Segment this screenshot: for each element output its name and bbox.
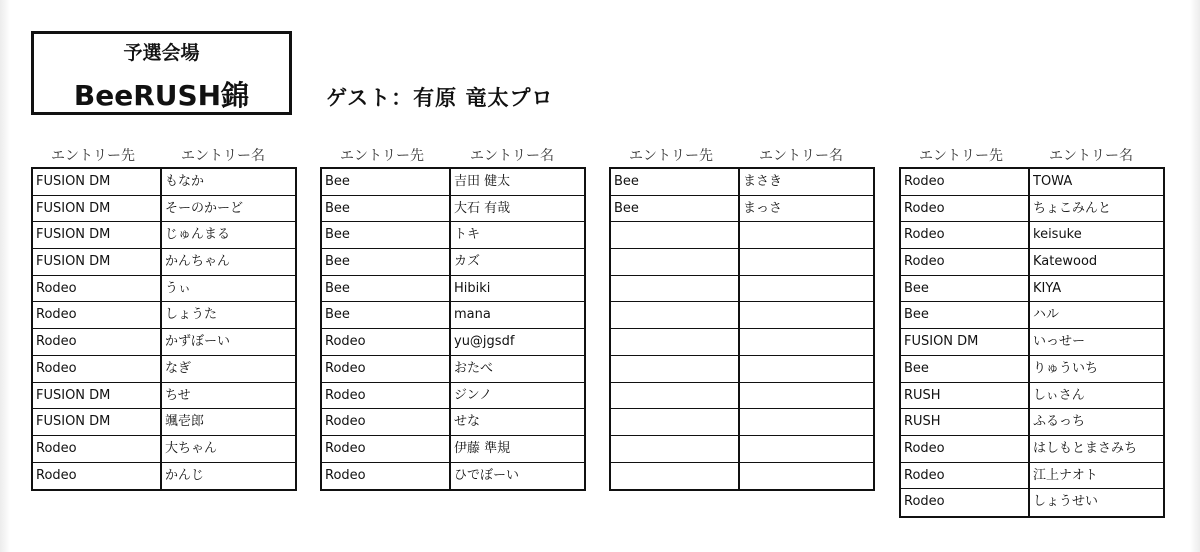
entry-from-cell: FUSION DM [36,200,111,216]
table-header [899,145,1165,165]
table-body [320,167,586,491]
column-divider [449,249,451,275]
table-row [322,169,584,196]
entry-name-cell [743,249,871,275]
table-row [611,249,873,276]
entry-from-cell: Bee [904,280,929,296]
entry-name-cell: かずぼーい [165,334,231,350]
entry-name-cell: 江上ナオト [1033,467,1098,483]
entry-from-cell [614,329,737,355]
entry-from-cell: Rodeo [325,440,366,456]
entry-name-cell: しぃさん [1033,387,1085,403]
table-row [901,436,1163,463]
entry-name-header: エントリー名 [181,148,265,164]
entry-from-cell: RUSH [904,414,941,430]
entry-from-cell: Rodeo [904,440,945,456]
entry-name-cell: カズ [454,254,481,270]
entry-name-cell [743,463,871,490]
table-header [609,145,875,165]
entry-from-cell: Bee [614,174,639,189]
venue-label: 予選会場 [123,42,200,64]
column-divider [449,276,451,302]
entry-name-cell: かんちゃん [165,254,231,270]
entry-from-cell: FUSION DM [904,334,979,350]
right-page-edge [1190,0,1200,552]
entry-from-cell: FUSION DM [36,387,111,403]
entry-name-cell: まっさ [743,200,783,216]
column-divider [160,276,162,302]
entry-from-cell: Rodeo [36,280,77,296]
column-divider [449,383,451,409]
table-row [322,409,584,436]
column-divider [449,222,451,248]
entry-name-cell: ちせ [165,387,191,403]
column-divider [160,356,162,382]
column-divider [1028,249,1030,275]
table-row [33,356,295,383]
table-row [322,249,584,276]
table-row [33,249,295,276]
entry-name-cell: うぃ [165,280,192,296]
entry-name-cell: そーのかーど [165,200,244,216]
table-row [611,329,873,356]
entry-name-cell: いっせー [1033,334,1086,350]
venue-box [31,31,292,115]
column-divider [449,436,451,462]
entry-name-cell [743,276,871,302]
table-row [901,276,1163,303]
entry-name-cell: Katewood [1033,254,1098,270]
entry-name-cell: mana [454,307,491,323]
table-row [33,383,295,410]
left-page-edge [0,0,10,552]
entry-from-cell: Rodeo [904,494,945,510]
column-divider [449,356,451,382]
table-row [901,302,1163,329]
entry-from-cell: Rodeo [325,387,366,403]
table-row [322,302,584,329]
entry-from-cell: Bee [325,280,350,296]
column-divider [738,276,740,302]
entry-name-cell: 大石 有哉 [454,200,511,216]
table-row [611,302,873,329]
entry-name-cell: 大ちゃん [165,440,218,456]
column-divider [160,302,162,328]
column-divider [1028,409,1030,435]
guest-label: ゲスト：有原 竜太プロ [326,86,554,110]
entry-name-cell: yu@jgsdf [454,334,515,350]
entry-from-cell: Bee [325,200,350,216]
column-divider [738,436,740,462]
entry-name-cell: ふるっち [1033,414,1086,430]
entry-name-cell: もなか [165,174,205,189]
entry-name-cell: TOWA [1033,174,1073,189]
column-divider [449,302,451,328]
table-header [320,145,586,165]
entry-name-cell: トキ [454,227,481,243]
entry-name-cell: せな [454,414,481,430]
column-divider [1028,436,1030,462]
entry-from-header: エントリー先 [629,148,713,164]
table-row [322,463,584,490]
entry-from-header: エントリー先 [51,148,135,164]
table-row [322,436,584,463]
entry-from-cell [614,302,737,328]
column-divider [738,463,740,490]
table-row [611,463,873,490]
entry-name-cell: じゅんまる [165,227,231,243]
entry-from-cell: Rodeo [36,440,77,456]
entry-from-cell: RUSH [904,387,941,403]
table-row [33,169,295,196]
table-row [901,409,1163,436]
table-row [33,409,295,436]
entry-from-cell: Rodeo [36,467,77,483]
entry-from-cell: FUSION DM [36,227,111,243]
column-divider [160,463,162,490]
entry-from-cell: FUSION DM [36,414,111,430]
entry-from-cell [614,409,737,435]
table-row [33,329,295,356]
entry-from-cell [614,356,737,382]
table-row [33,463,295,490]
entry-name-cell [743,356,871,382]
column-divider [738,302,740,328]
entry-from-cell: Rodeo [904,467,945,483]
column-divider [1028,169,1030,195]
entry-from-cell: FUSION DM [36,254,111,270]
column-divider [738,329,740,355]
column-divider [1028,302,1030,328]
column-divider [1028,276,1030,302]
entry-from-cell [614,276,737,302]
table-row [33,302,295,329]
column-divider [449,463,451,490]
entry-from-cell: Rodeo [904,227,945,243]
entry-from-cell: Rodeo [36,360,77,376]
entry-name-header: エントリー名 [470,148,554,164]
table-body [899,167,1165,518]
column-divider [738,222,740,248]
column-divider [1028,196,1030,222]
entry-name-cell [743,436,871,462]
entry-from-cell: Rodeo [36,334,77,350]
entry-name-cell [743,383,871,409]
entry-name-cell: おたべ [454,360,494,376]
column-divider [738,383,740,409]
entry-from-cell: Rodeo [325,360,366,376]
table-row [322,222,584,249]
entry-name-cell [743,302,871,328]
entry-from-cell: Bee [325,174,350,189]
entry-from-cell: Rodeo [325,414,366,430]
entry-from-cell: Bee [614,200,639,216]
column-divider [160,196,162,222]
column-divider [449,329,451,355]
entry-name-cell: しょうた [165,307,218,323]
table-row [611,436,873,463]
table-row [33,436,295,463]
entry-from-cell: Rodeo [36,307,77,323]
column-divider [738,169,740,195]
entry-name-cell: ちょこみんと [1033,200,1112,216]
table-row [901,222,1163,249]
column-divider [449,196,451,222]
entry-from-cell [614,383,737,409]
table-row [611,383,873,410]
entry-name-cell: かんじ [165,467,205,483]
table-body [609,167,875,491]
table-row [33,196,295,223]
entry-from-cell: Bee [325,227,350,243]
entry-name-cell [743,409,871,435]
column-divider [449,169,451,195]
entry-from-cell: FUSION DM [36,174,111,189]
entry-name-cell: ジンノ [454,387,493,403]
entry-name-header: エントリー名 [1049,148,1133,164]
entry-from-cell [614,436,737,462]
table-row [322,276,584,303]
entry-name-cell: Hibiki [454,280,491,296]
column-divider [1028,489,1030,516]
table-row [901,329,1163,356]
table-row [611,222,873,249]
table-row [901,489,1163,516]
table-row [901,196,1163,223]
entry-from-cell: Bee [325,254,350,270]
entry-name-cell: 吉田 健太 [454,174,511,189]
table-row [322,196,584,223]
table-row [901,383,1163,410]
table-row [901,463,1163,490]
entry-from-cell [614,249,737,275]
entry-from-cell: Rodeo [325,334,366,350]
entry-name-cell: はしもとまさみち [1033,440,1138,456]
entry-name-cell: 颯壱郎 [165,414,205,430]
column-divider [738,409,740,435]
entry-from-header: エントリー先 [340,148,424,164]
entry-name-cell: ハル [1033,307,1060,323]
column-divider [160,249,162,275]
entry-from-cell: Rodeo [904,200,945,216]
entry-name-cell: 伊藤 準規 [454,440,511,456]
table-row [33,276,295,303]
column-divider [1028,383,1030,409]
table-row [322,383,584,410]
entry-name-header: エントリー名 [759,148,843,164]
column-divider [738,196,740,222]
table-row [901,356,1163,383]
entry-name-cell [743,222,871,248]
column-divider [1028,463,1030,489]
column-divider [1028,329,1030,355]
table-row [611,196,873,223]
table-body [31,167,297,491]
entry-from-cell [614,222,737,248]
column-divider [160,436,162,462]
entry-name-cell: ひでぼーい [454,467,520,483]
table-row [611,356,873,383]
entry-name-cell: なぎ [165,360,192,376]
column-divider [160,409,162,435]
entry-name-cell: まさき [743,174,783,189]
table-row [322,329,584,356]
entry-name-cell: KIYA [1033,280,1062,296]
entry-from-cell: Bee [904,360,929,376]
table-row [611,409,873,436]
entry-from-cell: Rodeo [904,174,945,189]
table-row [611,169,873,196]
entry-from-cell [614,463,737,490]
column-divider [160,222,162,248]
entry-from-cell: Bee [325,307,350,323]
column-divider [160,329,162,355]
table-row [322,356,584,383]
table-row [901,249,1163,276]
entry-name-cell: keisuke [1033,227,1082,243]
entry-name-cell: りゅういち [1033,360,1099,376]
venue-name: BeeRUSH錦 [73,79,250,112]
column-divider [160,169,162,195]
entry-from-cell: Rodeo [904,254,945,270]
entry-from-cell: Rodeo [325,467,366,483]
column-divider [160,383,162,409]
column-divider [449,409,451,435]
table-row [611,276,873,303]
entry-name-cell: しょうせい [1033,494,1099,510]
column-divider [1028,356,1030,382]
entry-from-header: エントリー先 [919,148,1003,164]
entry-from-cell: Bee [904,307,929,323]
column-divider [738,356,740,382]
table-header [31,145,297,165]
column-divider [1028,222,1030,248]
table-row [901,169,1163,196]
table-row [33,222,295,249]
entry-name-cell [743,329,871,355]
column-divider [738,249,740,275]
